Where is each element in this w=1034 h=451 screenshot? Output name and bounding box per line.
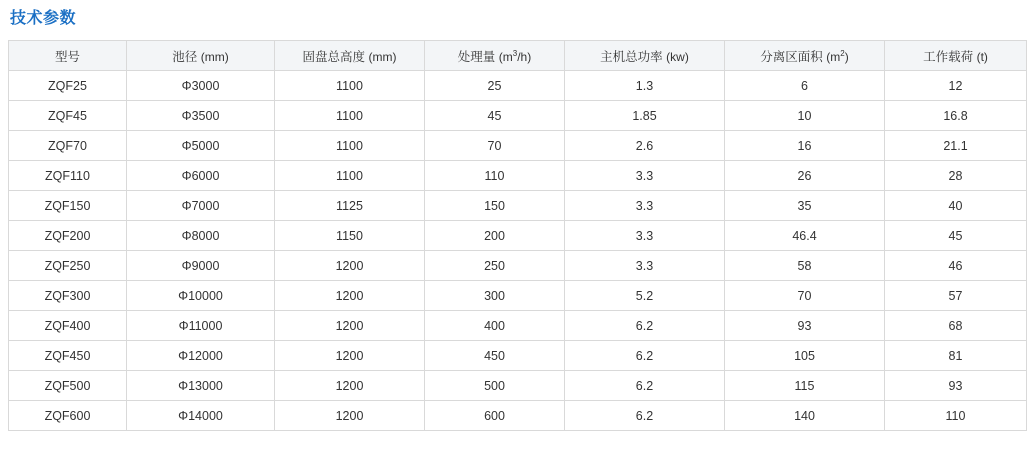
table-row	[9, 191, 1027, 221]
column-header-separation-area	[725, 41, 885, 71]
cell-disc-height: 1200	[275, 371, 425, 401]
cell-working-load: 57	[885, 281, 1027, 311]
table-row	[9, 341, 1027, 371]
cell-separation-area: 58	[725, 251, 885, 281]
cell-pool-diameter: Φ10000	[127, 281, 275, 311]
cell-model: ZQF70	[9, 131, 127, 161]
cell-capacity: 600	[425, 401, 565, 431]
cell-model: ZQF400	[9, 311, 127, 341]
cell-pool-diameter: Φ6000	[127, 161, 275, 191]
cell-pool-diameter: Φ14000	[127, 401, 275, 431]
cell-power: 6.2	[565, 341, 725, 371]
table-row	[9, 161, 1027, 191]
cell-working-load: 28	[885, 161, 1027, 191]
column-header-disc-height-label: 固盘总高度	[302, 49, 366, 64]
cell-model: ZQF300	[9, 281, 127, 311]
cell-capacity: 200	[425, 221, 565, 251]
cell-model: ZQF110	[9, 161, 127, 191]
cell-working-load: 40	[885, 191, 1027, 221]
cell-disc-height: 1200	[275, 311, 425, 341]
technical-parameters-table	[8, 40, 1027, 431]
cell-disc-height: 1100	[275, 131, 425, 161]
column-header-power-unit: (kw)	[666, 49, 689, 64]
cell-disc-height: 1200	[275, 281, 425, 311]
cell-model: ZQF150	[9, 191, 127, 221]
cell-working-load: 68	[885, 311, 1027, 341]
table-header	[9, 41, 1027, 71]
column-header-power	[565, 41, 725, 71]
column-header-disc-height-unit: (mm)	[368, 49, 397, 64]
cell-capacity: 70	[425, 131, 565, 161]
cell-power: 1.3	[565, 71, 725, 101]
column-header-pool-diameter	[127, 41, 275, 71]
cell-power: 5.2	[565, 281, 725, 311]
column-header-capacity	[425, 41, 565, 71]
cell-model: ZQF600	[9, 401, 127, 431]
cell-pool-diameter: Φ3500	[127, 101, 275, 131]
table-row	[9, 221, 1027, 251]
cell-power: 1.85	[565, 101, 725, 131]
cell-disc-height: 1100	[275, 71, 425, 101]
cell-capacity: 400	[425, 311, 565, 341]
cell-capacity: 25	[425, 71, 565, 101]
column-header-capacity-unit	[499, 50, 531, 64]
cell-pool-diameter: Φ11000	[127, 311, 275, 341]
cell-disc-height: 1150	[275, 221, 425, 251]
cell-separation-area: 140	[725, 401, 885, 431]
cell-model: ZQF25	[9, 71, 127, 101]
column-header-model-label: 型号	[54, 49, 80, 64]
cell-pool-diameter: Φ12000	[127, 341, 275, 371]
area-unit-base: (m	[826, 49, 841, 64]
table-row	[9, 101, 1027, 131]
cell-model: ZQF450	[9, 341, 127, 371]
cell-separation-area: 35	[725, 191, 885, 221]
column-header-pool-diameter-label: 池径	[172, 49, 198, 64]
cell-separation-area: 70	[725, 281, 885, 311]
table-row	[9, 71, 1027, 101]
cell-pool-diameter: Φ13000	[127, 371, 275, 401]
cell-separation-area: 46.4	[725, 221, 885, 251]
cell-separation-area: 115	[725, 371, 885, 401]
area-unit-sup: 2	[840, 48, 845, 58]
column-header-power-label: 主机总功率	[600, 49, 663, 64]
cell-capacity: 150	[425, 191, 565, 221]
cell-power: 6.2	[565, 371, 725, 401]
column-header-working-load-label: 工作载荷	[923, 49, 974, 64]
cell-working-load: 110	[885, 401, 1027, 431]
cell-disc-height: 1100	[275, 161, 425, 191]
table-row	[9, 251, 1027, 281]
cell-pool-diameter: Φ3000	[127, 71, 275, 101]
cell-working-load: 21.1	[885, 131, 1027, 161]
cell-disc-height: 1200	[275, 251, 425, 281]
table-body	[9, 71, 1027, 431]
cell-separation-area: 6	[725, 71, 885, 101]
cell-power: 3.3	[565, 251, 725, 281]
cell-working-load: 45	[885, 221, 1027, 251]
cell-working-load: 93	[885, 371, 1027, 401]
cell-power: 2.6	[565, 131, 725, 161]
cell-capacity: 110	[425, 161, 565, 191]
cell-capacity: 250	[425, 251, 565, 281]
capacity-unit-base: (m	[498, 49, 513, 64]
cell-capacity: 300	[425, 281, 565, 311]
column-header-pool-diameter-unit: (mm)	[200, 49, 229, 64]
cell-separation-area: 26	[725, 161, 885, 191]
page-title: 技术参数	[10, 10, 77, 27]
cell-model: ZQF500	[9, 371, 127, 401]
cell-model: ZQF250	[9, 251, 127, 281]
cell-disc-height: 1200	[275, 341, 425, 371]
table-header-row	[9, 41, 1027, 71]
cell-power: 3.3	[565, 221, 725, 251]
cell-model: ZQF200	[9, 221, 127, 251]
cell-separation-area: 105	[725, 341, 885, 371]
cell-working-load: 12	[885, 71, 1027, 101]
cell-model: ZQF45	[9, 101, 127, 131]
cell-capacity: 500	[425, 371, 565, 401]
column-header-separation-area-unit	[826, 50, 848, 64]
cell-pool-diameter: Φ7000	[127, 191, 275, 221]
cell-capacity: 450	[425, 341, 565, 371]
capacity-unit-sup: 3	[512, 48, 518, 58]
column-header-working-load	[885, 41, 1027, 71]
cell-power: 3.3	[565, 161, 725, 191]
cell-pool-diameter: Φ8000	[127, 221, 275, 251]
cell-power: 3.3	[565, 191, 725, 221]
cell-disc-height: 1100	[275, 101, 425, 131]
column-header-capacity-label: 处理量	[457, 49, 496, 64]
cell-disc-height: 1200	[275, 401, 425, 431]
cell-power: 6.2	[565, 311, 725, 341]
cell-separation-area: 93	[725, 311, 885, 341]
column-header-working-load-unit: (t)	[976, 49, 988, 64]
cell-capacity: 45	[425, 101, 565, 131]
table-row	[9, 311, 1027, 341]
table-row	[9, 131, 1027, 161]
table-row	[9, 371, 1027, 401]
cell-working-load: 46	[885, 251, 1027, 281]
cell-pool-diameter: Φ9000	[127, 251, 275, 281]
spec-page	[0, 8, 1034, 451]
column-header-separation-area-label: 分离区面积	[760, 49, 823, 64]
area-unit-tail: )	[844, 49, 849, 64]
column-header-disc-height	[275, 41, 425, 71]
cell-power: 6.2	[565, 401, 725, 431]
column-header-model	[9, 41, 127, 71]
cell-working-load: 81	[885, 341, 1027, 371]
cell-working-load: 16.8	[885, 101, 1027, 131]
cell-disc-height: 1125	[275, 191, 425, 221]
table-row	[9, 401, 1027, 431]
cell-pool-diameter: Φ5000	[127, 131, 275, 161]
cell-separation-area: 16	[725, 131, 885, 161]
capacity-unit-tail: /h)	[517, 49, 532, 64]
spec-table-wrapper	[8, 40, 1026, 431]
table-row	[9, 281, 1027, 311]
cell-separation-area: 10	[725, 101, 885, 131]
